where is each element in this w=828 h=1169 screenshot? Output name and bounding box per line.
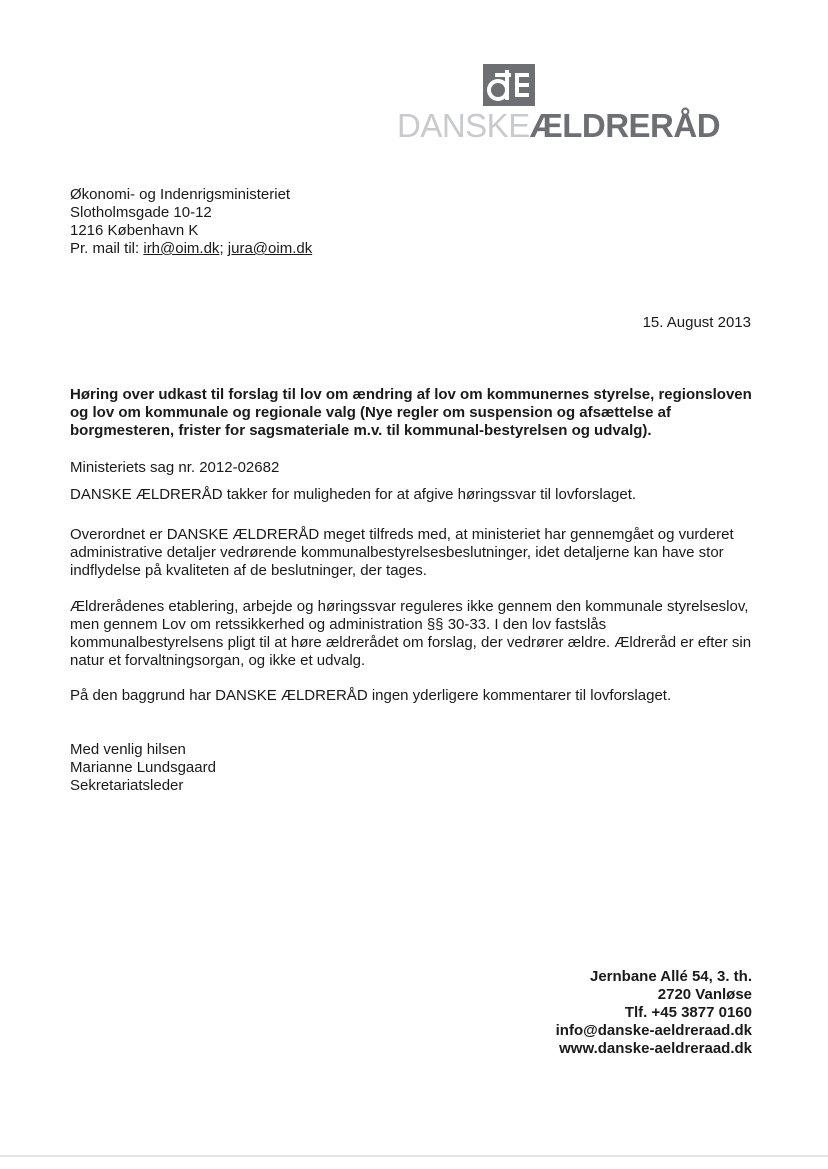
recipient-street: Slotholmsgade 10-12 xyxy=(70,204,212,221)
body-paragraph: Ældrerådenes etablering, arbejde og høringssvar reguleres ikke gennem den kommunale styrelseslov, men gennem Lov om retssikkerhed og administration §§ 30-33. I den lov fastslås kommunalbestyrelsens pligt til at høre ældrerådet om forslag, der vedrører ældre. Ældreråd er efter sin natur et forvaltningsorgan, og ikke et udvalg. xyxy=(70,598,752,669)
signer-title: Sekretariatsleder xyxy=(70,777,184,794)
mail-link-jura[interactable]: jura@oim.dk xyxy=(227,240,313,257)
logo-text-light: DANSKE xyxy=(397,107,530,144)
body-paragraph: DANSKE ÆLDRERÅD takker for muligheden for at afgive høringssvar til lovforslaget. xyxy=(70,486,637,503)
sender-contact-block xyxy=(556,968,752,1058)
recipient-address xyxy=(70,186,312,258)
case-number: Ministeriets sag nr. 2012-02682 xyxy=(70,459,280,476)
danske-aeldreraad-logo-icon xyxy=(483,64,535,106)
logo-text-dark: ÆLDRERÅD xyxy=(529,107,721,144)
body-paragraph: Overordnet er DANSKE ÆLDRERÅD meget tilfreds med, at ministeriet har gennemgået og vurderet administrative detaljer vedrørende kommunalbestyrelsesbeslutninger, idet detaljerne kan have stor indflydelse på kvaliteten af de beslutninger, der tages. xyxy=(70,526,734,579)
mail-prefix: Pr. mail til: xyxy=(70,240,140,257)
mail-separator: ; xyxy=(219,240,224,257)
recipient-city: 1216 København K xyxy=(70,222,199,239)
page-edge-divider xyxy=(0,1155,828,1157)
contact-website: www.danske-aeldreraad.dk xyxy=(559,1040,752,1057)
body-paragraph: På den baggrund har DANSKE ÆLDRERÅD ingen yderligere kommentarer til lovforslaget. xyxy=(70,687,672,704)
letter-closing xyxy=(70,741,216,795)
logo-wordmark xyxy=(397,108,720,144)
letter-subject: Høring over udkast til forslag til lov om ændring af lov om kommunernes styrelse, regionsloven og lov om kommunale og regionale valg (Nye regler om suspension og afsættelse af borgmesteren, frister for sagsmateriale m.v. til kommunal-bestyrelsen og udvalg). xyxy=(70,386,752,439)
mail-link-irh[interactable]: irh@oim.dk xyxy=(143,240,220,257)
closing-greeting: Med venlig hilsen xyxy=(70,741,186,758)
recipient-mail-line xyxy=(70,240,312,258)
letterhead-logo xyxy=(397,64,737,148)
contact-phone: Tlf. +45 3877 0160 xyxy=(624,1004,752,1021)
letter-date: 15. August 2013 xyxy=(642,314,751,331)
contact-street: Jernbane Allé 54, 3. th. xyxy=(589,968,752,985)
signer-name: Marianne Lundsgaard xyxy=(70,759,216,776)
recipient-name: Økonomi- og Indenrigsministeriet xyxy=(70,186,291,203)
contact-email: info@danske-aeldreraad.dk xyxy=(555,1022,752,1039)
contact-city: 2720 Vanløse xyxy=(657,986,752,1003)
